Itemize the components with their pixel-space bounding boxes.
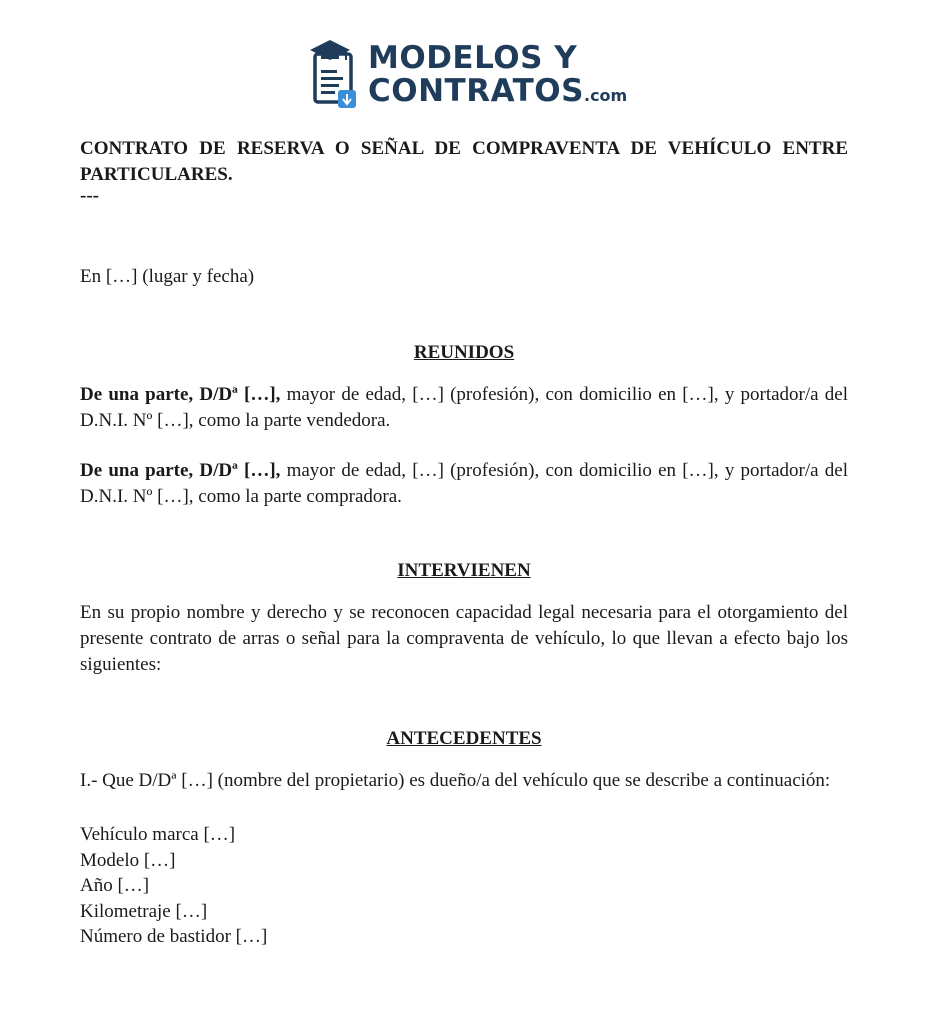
party-seller-label: De una parte, D/Dª […], bbox=[80, 384, 281, 405]
title-separator: --- bbox=[80, 185, 99, 206]
logo-line2 bbox=[368, 74, 627, 113]
vehicle-brand-line: Vehículo marca […] bbox=[80, 824, 236, 845]
vehicle-chassis-line: Número de bastidor […] bbox=[80, 926, 268, 947]
vehicle-model-line: Modelo […] bbox=[80, 849, 176, 871]
heading-reunidos: REUNIDOS bbox=[413, 342, 515, 363]
document-with-graduation-cap-icon bbox=[306, 38, 362, 112]
party-seller-paragraph bbox=[80, 382, 848, 434]
logo-suffix: .com bbox=[583, 86, 628, 105]
party-buyer-paragraph bbox=[80, 458, 848, 510]
heading-intervienen: INTERVIENEN bbox=[397, 560, 531, 581]
party-buyer-text: mayor de edad, […] (profesión), con domicilio en […], y portador/a del D.N.I. Nº […], como la parte compradora. bbox=[80, 460, 848, 507]
intervienen-paragraph: En su propio nombre y derecho y se reconocen capacidad legal necesaria para el otorgamiento del presente contrato de arras o señal para la compraventa de vehículo, lo que llevan a efecto bajo los siguientes: bbox=[80, 602, 848, 675]
vehicle-details-list bbox=[80, 822, 848, 950]
party-buyer-label: De una parte, D/Dª […], bbox=[80, 460, 281, 481]
logo-wordmark bbox=[368, 42, 627, 113]
document-title: CONTRATO DE RESERVA O SEÑAL DE COMPRAVENTA DE VEHÍCULO ENTRE PARTICULARES. bbox=[80, 138, 848, 185]
heading-antecedentes: ANTECEDENTES bbox=[386, 728, 542, 749]
place-and-date: En […] (lugar y fecha) bbox=[80, 266, 255, 287]
site-logo bbox=[306, 38, 626, 112]
contract-document bbox=[80, 136, 848, 950]
antecedentes-paragraph: I.- Que D/Dª […] (nombre del propietario) es dueño/a del vehículo que se describe a continuación: bbox=[80, 770, 831, 791]
party-seller-text: mayor de edad, […] (profesión), con domicilio en […], y portador/a del D.N.I. Nº […], como la parte vendedora. bbox=[80, 384, 848, 431]
logo-line2-text: CONTRATOS bbox=[368, 73, 584, 109]
vehicle-year-line: Año […] bbox=[80, 875, 150, 896]
logo-line1: MODELOS Y bbox=[368, 40, 578, 76]
vehicle-mileage-line: Kilometraje […] bbox=[80, 900, 208, 922]
